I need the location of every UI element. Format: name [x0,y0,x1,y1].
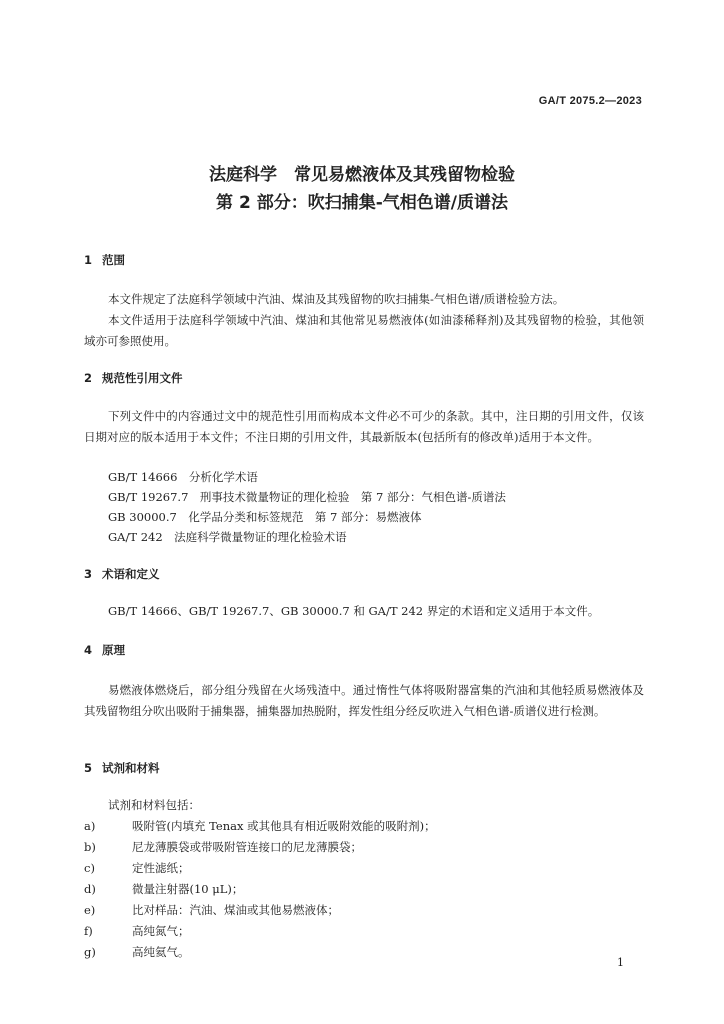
reference-item: GB/T 14666 分析化学术语 [108,470,258,484]
section-number: 3 [84,567,93,581]
section-title: 规范性引用文件 [102,371,183,385]
list-item [84,902,339,918]
section-number: 1 [84,253,93,267]
reference-item: GB 30000.7 化学品分类和标签规范 第 7 部分：易燃液体 [108,510,422,524]
section-2-heading [84,370,183,386]
section-title: 术语和定义 [102,567,160,581]
list-item-label: d) [84,882,96,896]
list-item [84,881,243,897]
list-item-label: e) [84,903,96,917]
list-item-label: g) [84,945,96,959]
section-5-intro: 试剂和材料包括： [108,798,200,812]
section-1-paragraph-1: 本文件规定了法庭科学领域中汽油、煤油及其残留物的吹扫捕集-气相色谱/质谱检验方法。 [108,292,565,306]
list-item-label: a) [84,819,96,833]
list-item [84,923,190,939]
page-number: 1 [617,956,624,969]
list-item-text: 高纯氮气； [132,924,190,938]
section-title: 试剂和材料 [102,761,160,775]
list-item-label: f) [84,924,93,938]
list-item-text: 微量注射器(10 μL)； [132,882,244,896]
section-title: 原理 [102,643,125,657]
standard-code: GA/T 2075.2—2023 [538,95,642,107]
list-item [84,860,190,876]
section-3-heading [84,566,160,582]
section-3-text: GB/T 14666、GB/T 19267.7、GB 30000.7 和 GA/T 242 界定的术语和定义适用于本文件。 [108,604,600,618]
list-item-label: b) [84,840,96,854]
section-4-heading [84,642,125,658]
section-number: 2 [84,371,93,385]
section-1-heading [84,252,125,268]
section-number: 5 [84,761,93,775]
list-item [84,944,190,960]
section-number: 4 [84,643,93,657]
section-2-intro: 下列文件中的内容通过文中的规范性引用而构成本文件必不可少的条款。其中，注日期的引用文件，仅该日期对应的版本适用于本文件；不注日期的引用文件，其最新版本(包括所有的修改单)适用于本文件。 [84,409,644,444]
list-item-text: 比对样品：汽油、煤油或其他易燃液体； [132,903,339,917]
reference-item: GA/T 242 法庭科学微量物证的理化检验术语 [108,530,347,544]
list-item [84,839,362,855]
section-4-text: 易燃液体燃烧后，部分组分残留在火场残渣中。通过惰性气体将吸附器富集的汽油和其他轻质易燃液体及其残留物组分吹出吸附于捕集器，捕集器加热脱附，挥发性组分经反吹进入气相色谱-质谱仪进行检测。 [84,683,644,718]
list-item-text: 定性滤纸； [132,861,190,875]
document-title-line2: 第 2 部分：吹扫捕集-气相色谱/质谱法 [216,193,508,213]
list-item-text: 高纯氦气。 [132,945,190,959]
list-item-text: 吸附管(内填充 Tenax 或其他具有相近吸附效能的吸附剂)； [132,819,436,833]
list-item-text: 尼龙薄膜袋或带吸附管连接口的尼龙薄膜袋； [132,840,362,854]
list-item-label: c) [84,861,95,875]
reference-item: GB/T 19267.7 刑事技术微量物证的理化检验 第 7 部分：气相色谱-质谱法 [108,490,506,504]
section-1-paragraph-2: 本文件适用于法庭科学领域中汽油、煤油和其他常见易燃液体(如油漆稀释剂)及其残留物的检验，其他领域亦可参照使用。 [84,313,644,348]
list-item [84,818,436,834]
section-5-heading [84,760,160,776]
section-title: 范围 [102,253,125,267]
document-title-line1: 法庭科学 常见易燃液体及其残留物检验 [209,165,515,185]
